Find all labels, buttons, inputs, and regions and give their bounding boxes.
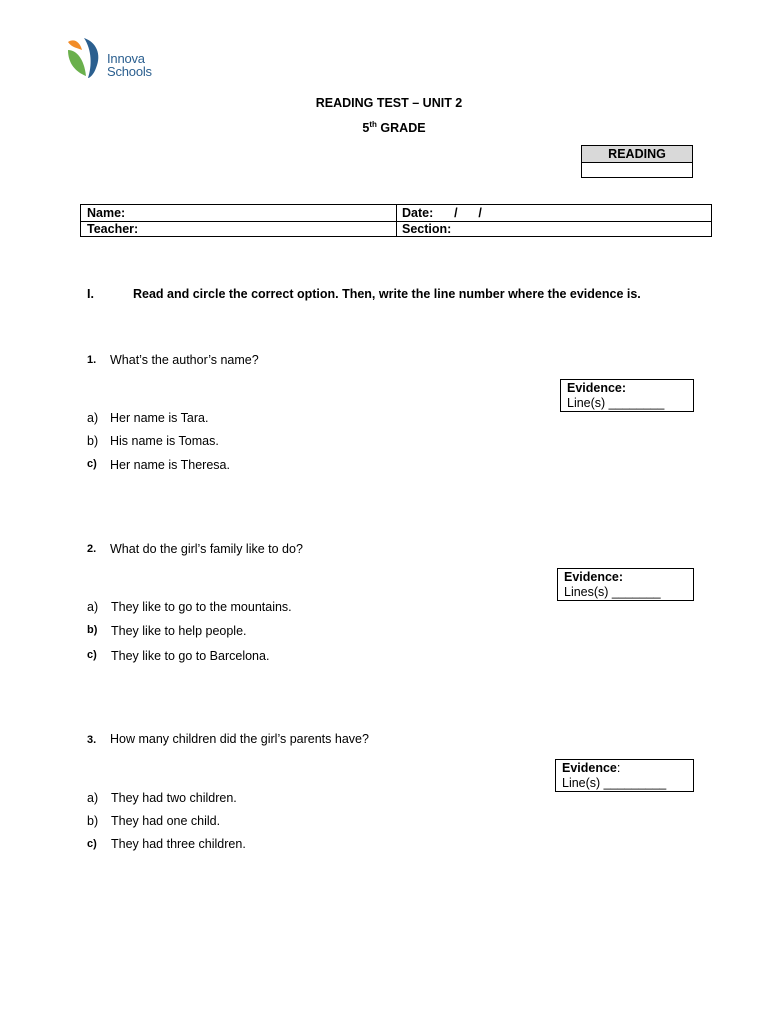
evidence-label-row	[562, 761, 693, 776]
question-1-option-c[interactable]: Her name is Theresa.	[110, 458, 230, 472]
logo-text-line2: Schools	[107, 64, 152, 79]
innova-schools-logo	[66, 36, 176, 82]
question-2-text: What do the girl’s family like to do?	[110, 542, 303, 556]
teacher-field[interactable]: Teacher:	[87, 222, 139, 236]
question-3-number: 3.	[87, 734, 97, 746]
question-1-number: 1.	[87, 354, 97, 366]
evidence-line-field: Lines(s) _______	[564, 585, 661, 599]
option-letter: b)	[87, 624, 98, 636]
question-1-text: What’s the author’s name?	[110, 353, 259, 367]
option-letter: c)	[87, 458, 97, 470]
question-3-option-a[interactable]: They had two children.	[111, 791, 237, 805]
date-field[interactable]: Date: / /	[402, 206, 482, 220]
evidence-line-field: Line(s) ________	[567, 396, 665, 410]
option-letter: b)	[87, 814, 99, 828]
logo-leaf-icon	[66, 36, 106, 80]
evidence-colon: :	[616, 761, 621, 775]
option-letter: c)	[87, 649, 97, 661]
section-number: I.	[87, 287, 94, 301]
question-2-evidence-box[interactable]	[557, 568, 694, 601]
question-1-option-a[interactable]: Her name is Tara.	[110, 411, 209, 425]
grade-number: 5	[362, 121, 370, 135]
grade-suffix: th	[369, 120, 377, 129]
section-instructions: Read and circle the correct option. Then, write the line number where the evidence is.	[133, 287, 641, 301]
reading-score-field[interactable]	[582, 163, 692, 178]
reading-score-box	[581, 145, 693, 178]
name-field[interactable]: Name:	[87, 206, 126, 220]
question-3-evidence-box[interactable]	[555, 759, 694, 792]
question-2-option-b[interactable]: They like to help people.	[111, 624, 247, 638]
option-letter: a)	[87, 411, 99, 425]
evidence-label: Evidence:	[567, 381, 627, 395]
evidence-label: Evidence	[562, 761, 617, 775]
grade-title	[0, 120, 768, 135]
grade-word: GRADE	[380, 121, 426, 135]
student-info-table	[80, 204, 712, 237]
evidence-line-field: Line(s) _________	[562, 776, 667, 790]
table-row	[81, 205, 711, 222]
section-field[interactable]: Section:	[402, 222, 452, 236]
option-letter: a)	[87, 600, 99, 614]
logo-text-line1: Innova	[107, 51, 145, 66]
question-1-option-b[interactable]: His name is Tomas.	[110, 434, 219, 448]
question-3-text: How many children did the girl’s parents have?	[110, 732, 369, 746]
option-letter: b)	[87, 434, 99, 448]
reading-score-label: READING	[582, 146, 692, 163]
test-title: READING TEST – UNIT 2	[315, 96, 463, 110]
question-2-option-a[interactable]: They like to go to the mountains.	[111, 600, 292, 614]
question-3-option-b[interactable]: They had one child.	[111, 814, 221, 828]
question-3-option-c[interactable]: They had three children.	[111, 837, 246, 851]
question-1-evidence-box[interactable]	[560, 379, 694, 412]
question-2-number: 2.	[87, 543, 97, 555]
option-letter: c)	[87, 838, 97, 850]
option-letter: a)	[87, 791, 99, 805]
table-row	[81, 221, 711, 237]
question-2-option-c[interactable]: They like to go to Barcelona.	[111, 649, 270, 663]
evidence-label: Evidence:	[564, 570, 624, 584]
